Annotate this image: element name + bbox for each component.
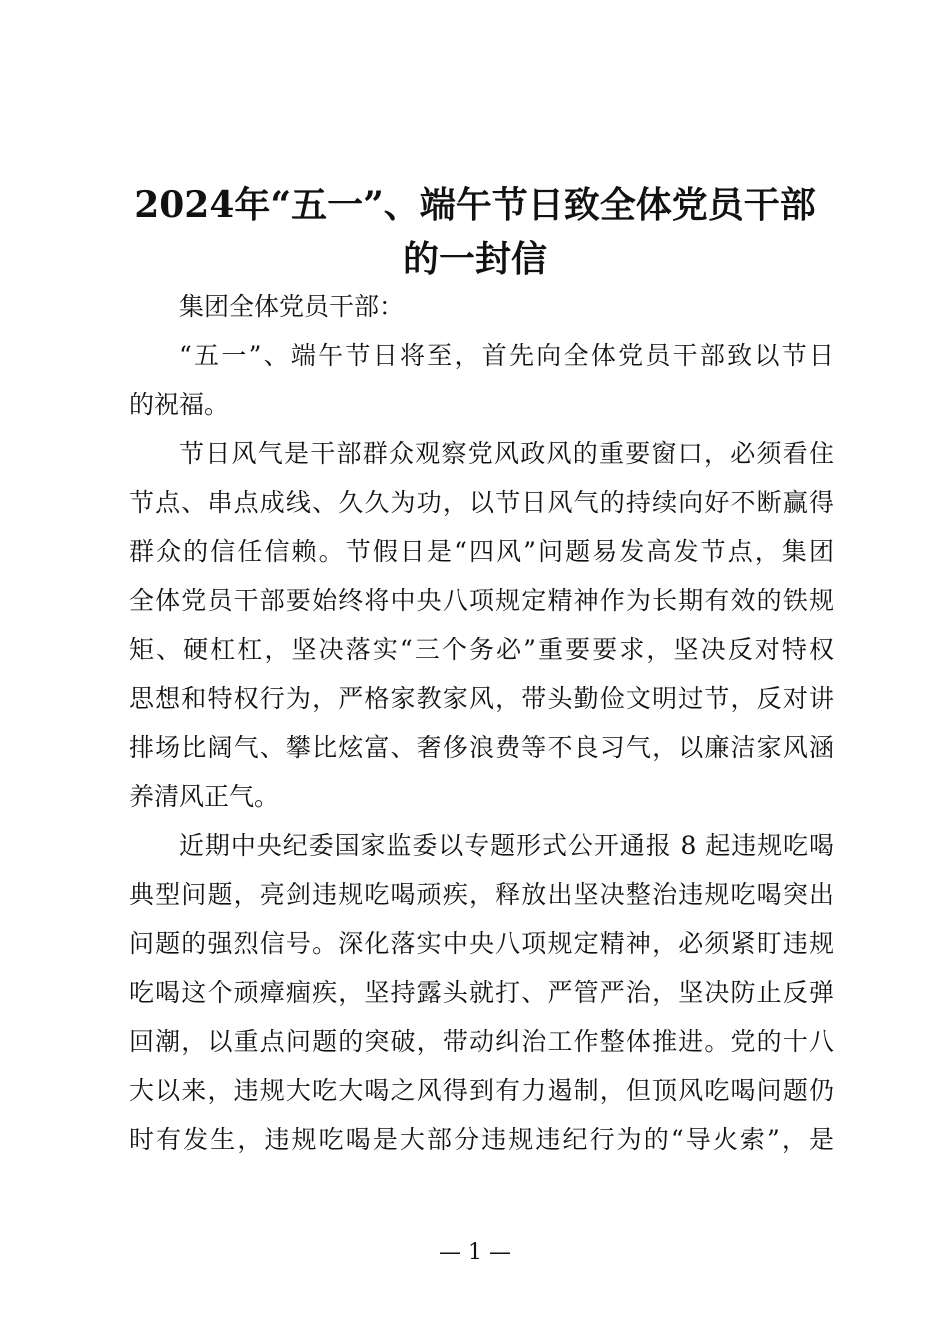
paragraph-line: 节日风气是干部群众观察党风政风的重要窗口，必须看住 xyxy=(179,439,834,468)
paragraph-dining-violations xyxy=(129,821,834,1164)
paragraph-line: 大以来，违规大吃大喝之风得到有力遏制，但顶风吃喝问题仍 xyxy=(129,1076,834,1105)
paragraph-line: 思想和特权行为，严格家教家风，带头勤俭文明过节，反对讲 xyxy=(129,684,834,713)
paragraph-line: 近期中央纪委国家监委以专题形式公开通报 8 起违规吃喝 xyxy=(179,831,834,860)
paragraph-line: 问题的强烈信号。深化落实中央八项规定精神，必须紧盯违规 xyxy=(129,929,834,958)
paragraph-line: 节点、串点成线、久久为功，以节日风气的持续向好不断赢得 xyxy=(129,488,834,517)
paragraph-holiday-conduct xyxy=(129,429,834,821)
document-title xyxy=(110,178,840,286)
paragraph-line: 群众的信任信赖。节假日是“四风”问题易发高发节点，集团 xyxy=(129,537,834,566)
paragraph-line: 的祝福。 xyxy=(129,390,230,419)
paragraph-line: 矩、硬杠杠，坚决落实“三个务必”重要要求，坚决反对特权 xyxy=(129,635,834,664)
paragraph-line: 回潮，以重点问题的突破，带动纠治工作整体推进。党的十八 xyxy=(129,1027,834,1056)
paragraph-line: “五一”、端午节日将至，首先向全体党员干部致以节日 xyxy=(179,341,834,370)
title-line-2: 的一封信 xyxy=(402,238,547,280)
paragraph-line: 吃喝这个顽瘴痼疾，坚持露头就打、严管严治，坚决防止反弹 xyxy=(129,978,834,1007)
title-line-1: 2024年“五一”、端午节日致全体党员干部 xyxy=(134,184,816,226)
paragraph-line: 全体党员干部要始终将中央八项规定精神作为长期有效的铁规 xyxy=(129,586,834,615)
letter-body xyxy=(129,282,834,1164)
paragraph-line: 时有发生，违规吃喝是大部分违规违纪行为的“导火索”，是 xyxy=(129,1125,834,1154)
paragraph-greeting xyxy=(129,331,834,429)
salutation: 集团全体党员干部： xyxy=(179,292,405,321)
page-number: — 1 — xyxy=(439,1240,511,1265)
paragraph-line: 典型问题，亮剑违规吃喝顽疾，释放出坚决整治违规吃喝突出 xyxy=(129,880,834,909)
paragraph-line: 排场比阔气、攀比炫富、奢侈浪费等不良习气，以廉洁家风涵 xyxy=(129,733,834,762)
paragraph-line: 养清风正气。 xyxy=(129,782,280,811)
